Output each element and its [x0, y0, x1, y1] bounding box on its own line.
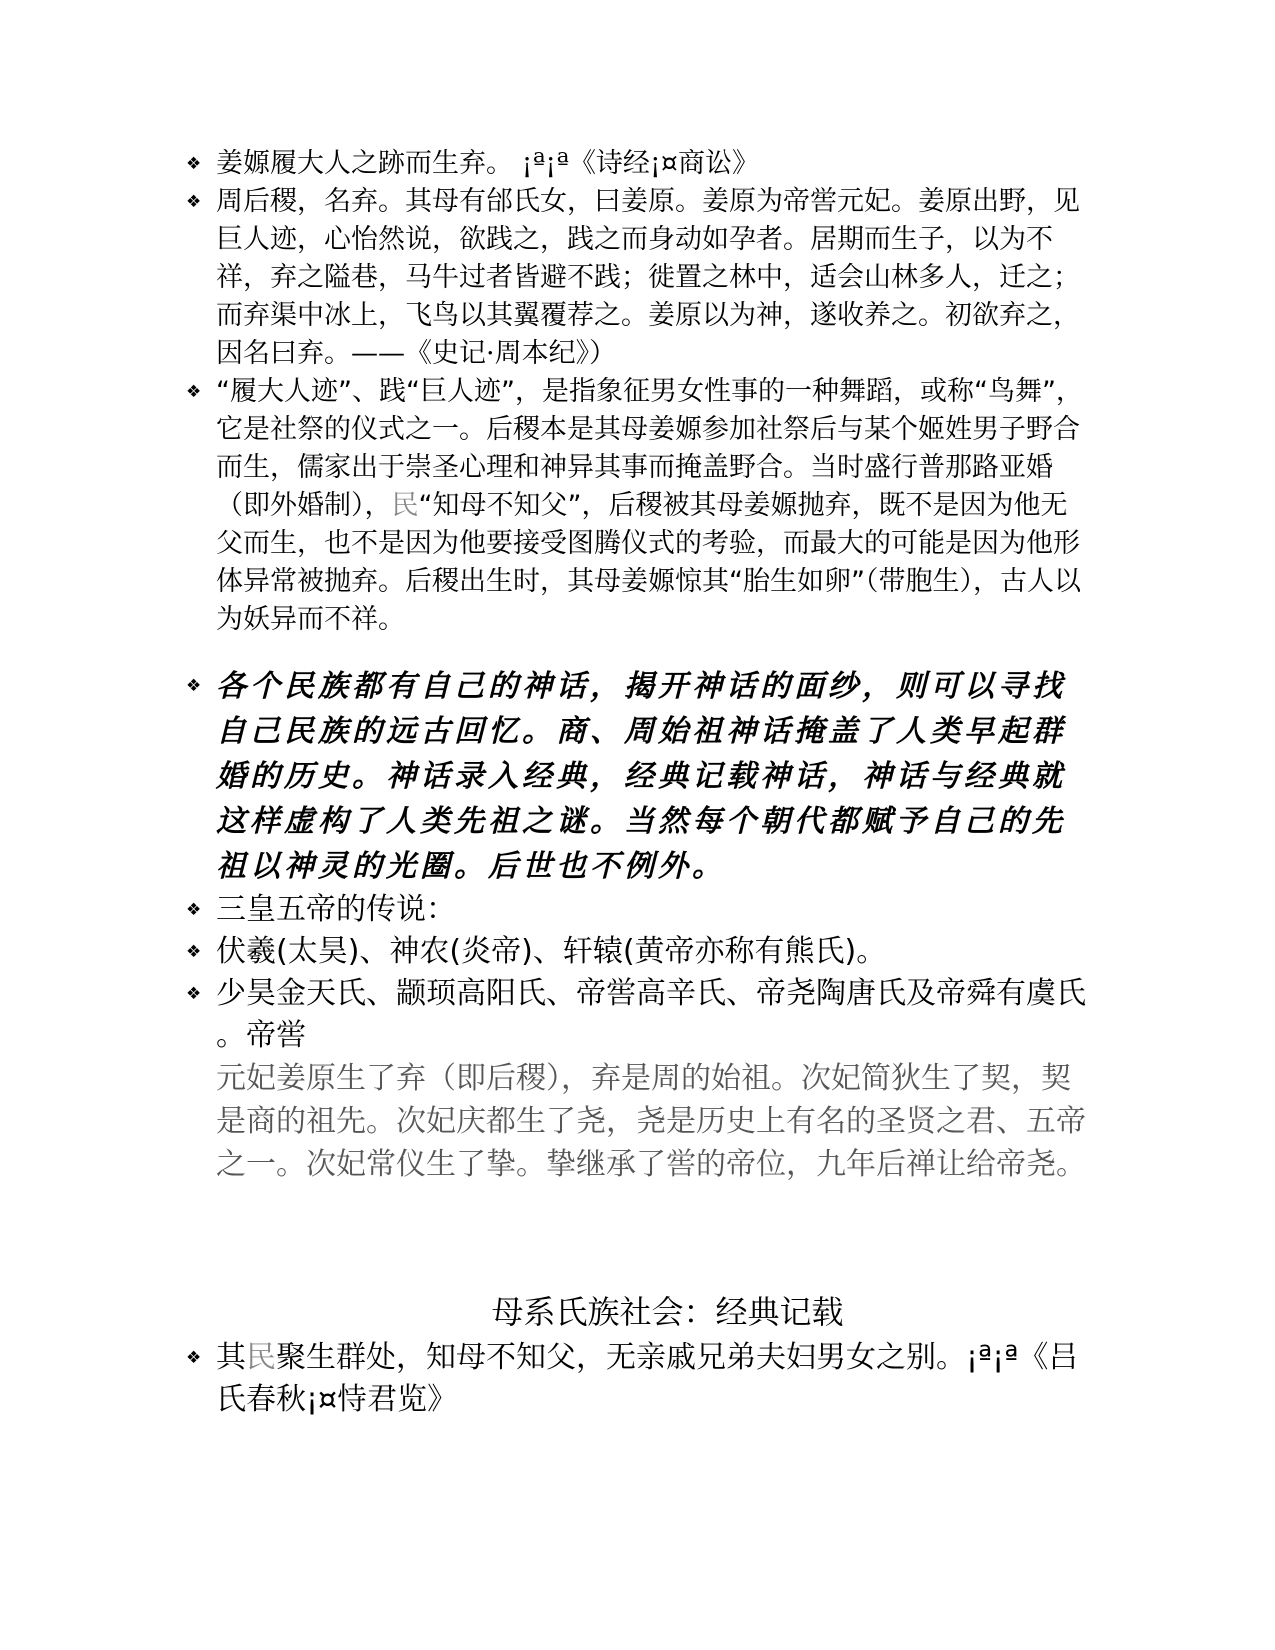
text-segment: 聚生群处，知母不知父，无亲戚兄弟夫妇男女之别。¡ª¡ª《吕氏春秋¡¤恃君览》 [216, 1340, 1079, 1417]
bullet-text: 姜嫄履大人之跡而生弃。 ¡ª¡ª《诗经¡¤商讼》 [216, 148, 759, 179]
section-myths [186, 664, 1086, 1186]
bullet-text [216, 373, 1086, 639]
diamond-bullet-icon: ❖ [186, 1348, 202, 1368]
bullet-text: 伏羲(太昊)、神农(炎帝)、轩辕(黄帝亦称有熊氏)。 [216, 934, 887, 969]
bullet-item-three-sovereigns [186, 931, 1086, 973]
diamond-bullet-icon: ❖ [186, 192, 202, 212]
diamond-bullet-icon: ❖ [186, 676, 202, 696]
section-quotes [186, 145, 1086, 639]
bullet-item-analysis [186, 373, 1086, 639]
text-segment: 其 [216, 1340, 246, 1375]
bullet-item-shijing [186, 145, 1086, 183]
diamond-bullet-icon: ❖ [186, 382, 202, 402]
section-matrilineal [186, 1337, 1086, 1421]
bullet-item-five-emperors [186, 973, 1086, 1057]
bullet-item-myths-summary [186, 664, 1086, 889]
bullet-text: 三皇五帝的传说： [216, 892, 456, 927]
diamond-bullet-icon: ❖ [186, 154, 202, 174]
diamond-bullet-icon: ❖ [186, 984, 202, 1004]
gray-character: 民 [391, 490, 419, 521]
gray-character: 民 [246, 1340, 276, 1375]
bullet-text: 少昊金天氏、颛顼高阳氏、帝喾高辛氏、帝尧陶唐氏及帝舜有虞氏 。帝喾 [216, 976, 1086, 1053]
diamond-bullet-icon: ❖ [186, 900, 202, 920]
bullet-text: 周后稷，名弃。其母有邰氏女，曰姜原。姜原为帝喾元妃。姜原出野，见巨人迹，心怡然说，欲践之，践之而身动如孕者。居期而生子，以为不祥，弃之隘巷，马牛过者皆避不践；徙置之林中，适会山林多人，迁之；而弃渠中冰上，飞鸟以其翼覆荐之。姜原以为神，遂收养之。初欲弃之，因名曰弃。——《史记·周本纪》） [216, 186, 1080, 369]
section-heading: 母系氏族社会：经典记载 [491, 1293, 844, 1331]
text-segment: “知母不知父”，后稷被其母姜嫄抛弃，既不是因为他无父而生，也不是因为他要接受图腾仪式的考验，而最大的可能是因为他形体异常被抛弃。后稷出生时，其母姜嫄惊其“胎生如卵”（带胞生），古人以为妖异而不祥。 [216, 490, 1081, 635]
bullet-item-legend-title [186, 889, 1086, 931]
bullet-text: 各个民族都有自己的神话，揭开神话的面纱，则可以寻找自己民族的远古回忆。商、周始祖神话掩盖了人类早起群婚的历史。神话录入经典，经典记载神话，神话与经典就这样虚构了人类先祖之谜。当然每个朝代都赋予自己的先祖以神灵的光圈。后世也不例外。 [216, 669, 1066, 884]
bullet-text [216, 1337, 1086, 1421]
bullet-item-shiji [186, 183, 1086, 373]
diamond-bullet-icon: ❖ [186, 942, 202, 962]
bullet-item-lvshi [186, 1337, 1086, 1421]
paragraph-diku-consorts: 元妃姜原生了弃（即后稷），弃是周的始祖。次妃简狄生了契，契是商的祖先。次妃庆都生了尧，尧是历史上有名的圣贤之君、五帝之一。次妃常仪生了挚。挚继承了喾的帝位，九年后禅让给帝尧。 [216, 1061, 1086, 1182]
text-segment: “履大人迹”、践“巨人迹”，是指象征男女性事的一种舞蹈，或称“鸟舞”，它是社祭的仪式之一。后稷本是其母姜嫄参加社祭后与某个姬姓男子野合而生，儒家出于崇圣心理和神异其事而掩盖野合。当时盛行普那路亚婚（即外婚制）， [216, 376, 1083, 521]
